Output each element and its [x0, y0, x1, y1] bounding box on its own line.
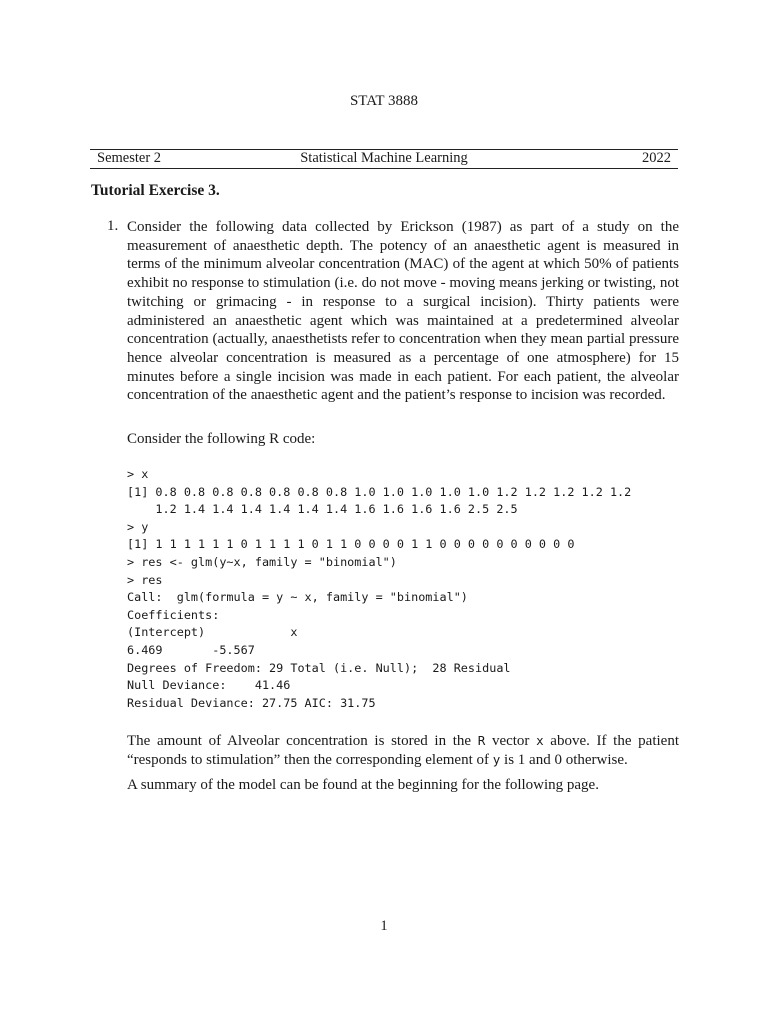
code-line: Degrees of Freedom: 29 Total (i.e. Null); 28 Residual [127, 660, 511, 675]
paragraph-text: vector [485, 733, 537, 749]
code-line: [1] 1 1 1 1 1 1 0 1 1 1 1 0 1 1 0 0 0 0 1 1 0 0 0 0 0 0 0 0 0 0 [127, 537, 575, 552]
code-line: 1.2 1.4 1.4 1.4 1.4 1.4 1.4 1.6 1.6 1.6 1.6 2.5 2.5 [127, 502, 518, 517]
code-line: Call: glm(formula = y ~ x, family = "binomial") [127, 590, 468, 605]
code-line: > y [127, 519, 149, 534]
code-line: [1] 0.8 0.8 0.8 0.8 0.8 0.8 0.8 1.0 1.0 1.0 1.0 1.0 1.2 1.2 1.2 1.2 1.2 [127, 484, 632, 499]
semester-label: Semester 2 [97, 150, 162, 166]
paragraph-text: The amount of Alveolar concentration is stored in the [127, 733, 478, 749]
code-line: > res [127, 572, 163, 587]
year-label: 2022 [642, 150, 671, 166]
paragraph-text: above. If the patient “responds to stimulation” then the corresponding element of [127, 733, 679, 768]
item-number: 1. [107, 218, 119, 234]
code-line: > x [127, 467, 149, 481]
code-line: 6.469 -5.567 [127, 642, 255, 657]
inline-code-x: x [536, 733, 544, 748]
paragraph-text: is 1 and 0 otherwise. [500, 751, 628, 768]
inline-code-y: y [492, 751, 501, 767]
r-code-block [127, 466, 687, 712]
course-name-label: Statistical Machine Learning [300, 150, 468, 166]
r-code-intro-paragraph: Consider the following R code: [127, 431, 316, 447]
study-description-paragraph: Consider the following data collected by Erickson (1987) as part of a study on the measurement of anaesthetic depth. The potency of an anaesthetic agent is measured in terms of the minimum alveolar concentration (MAC) of the agent at which 50% of patients exhibit no response to stimulation (i.e. do not move - moving means jerking or twisting, not twitching or grimacing - in response to a surgical incision). Thirty patients were administered an anaesthetic agent which was maintained at a predetermined alveolar concentration (actually, anaesthetists refer to concentration when they mean partial pressure hence alveolar concentration is measured as a percentage of one atmosphere) for 15 minutes before a single incision was made in each patient. For each patient, the alveolar concentration of the anaesthetic agent and the patient’s response to incision was recorded. [127, 219, 679, 404]
code-line: > res <- glm(y~x, family = "binomial") [127, 554, 397, 569]
inline-code-r: R [477, 733, 486, 748]
code-line: Coefficients: [127, 607, 220, 622]
exercise-title: Tutorial Exercise 3. [91, 182, 220, 199]
code-line: Null Deviance: 41.46 [127, 678, 291, 693]
course-header-bar [90, 149, 678, 169]
page-number: 1 [380, 918, 388, 934]
response-variable-paragraph [127, 732, 679, 769]
course-code-title: STAT 3888 [349, 93, 419, 109]
summary-note-paragraph: A summary of the model can be found at the beginning for the following page. [127, 777, 599, 793]
code-line: (Intercept) x [127, 625, 298, 640]
code-line: Residual Deviance: 27.75 AIC: 31.75 [127, 695, 376, 710]
